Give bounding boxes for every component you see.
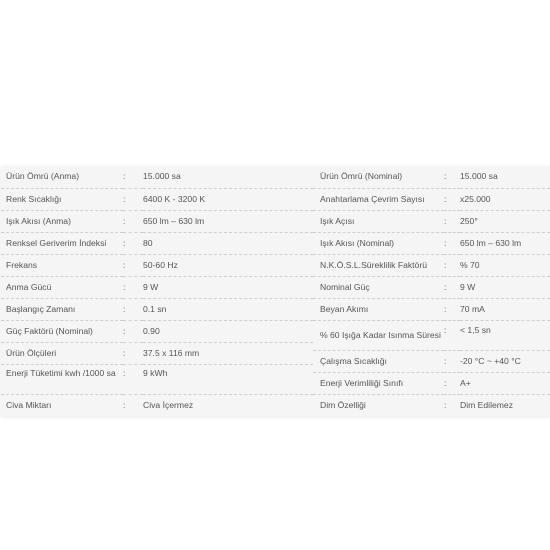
spec-value: x25.000: [460, 193, 491, 204]
spec-label: Işık Akısı (Anma): [6, 215, 71, 226]
spec-value: 6400 K - 3200 K: [143, 193, 206, 204]
table-row: [313, 350, 550, 372]
table-row: [313, 298, 550, 320]
spec-value: 37.5 x 116 mm: [143, 347, 200, 358]
spec-label: % 60 Işığa Kadar Isınma Süresi: [320, 329, 441, 340]
spec-separator: :: [444, 215, 447, 226]
spec-value: 9 W: [460, 281, 476, 292]
spec-label: Beyan Akımı: [320, 303, 369, 314]
spec-separator: :: [444, 237, 447, 248]
spec-panel: [1, 166, 550, 416]
table-row: [1, 298, 313, 320]
spec-label: Anma Gücü: [6, 281, 52, 292]
table-row: [313, 166, 550, 188]
spec-separator: :: [123, 259, 126, 270]
table-row: [1, 394, 313, 416]
table-row: [1, 320, 313, 342]
spec-separator: :: [123, 171, 126, 182]
spec-table-right: [313, 166, 550, 416]
spec-separator: :: [123, 367, 126, 378]
spec-value: < 1,5 sn: [460, 324, 491, 335]
spec-separator: :: [444, 324, 447, 335]
table-row: [313, 188, 550, 210]
spec-value: 650 lm – 630 lm: [460, 237, 522, 248]
spec-separator: :: [123, 325, 126, 336]
table-row: [1, 188, 313, 210]
spec-label: Başlangıç Zamanı: [6, 303, 76, 314]
spec-label: Enerji Verimliliği Sınıfı: [320, 377, 404, 388]
spec-separator: :: [444, 193, 447, 204]
spec-label: Renksel Geriverim İndeksi: [6, 237, 107, 248]
table-row: [313, 372, 550, 394]
table-row: [313, 254, 550, 276]
table-row: [1, 210, 313, 232]
table-row: [1, 342, 313, 364]
spec-value: 9 kWh: [143, 367, 168, 378]
spec-value: 9 W: [143, 281, 159, 292]
spec-label: Anahtarlama Çevrim Sayısı: [320, 193, 425, 204]
spec-separator: :: [123, 303, 126, 314]
spec-separator: :: [444, 281, 447, 292]
spec-label: Çalışma Sıcaklığı: [320, 355, 387, 366]
table-row: [1, 232, 313, 254]
table-row: [1, 254, 313, 276]
spec-separator: :: [123, 215, 126, 226]
spec-separator: :: [444, 399, 447, 410]
table-row: [313, 232, 550, 254]
table-row: [313, 210, 550, 232]
spec-value: 250°: [460, 215, 478, 226]
table-row: [313, 394, 550, 416]
spec-label: Dim Özelliği: [320, 399, 366, 410]
table-row: [313, 276, 550, 298]
spec-value: 0.1 sn: [143, 303, 167, 314]
spec-table-left: [1, 166, 313, 416]
spec-value: Civa İçermez: [143, 399, 194, 410]
spec-separator: :: [123, 281, 126, 292]
spec-label: Işık Akısı (Nominal): [320, 237, 395, 248]
table-row: [313, 320, 550, 350]
spec-value: 50-60 Hz: [143, 259, 178, 270]
spec-label: Frekans: [6, 259, 38, 270]
spec-value: 0.90: [143, 325, 160, 336]
spec-value: 15.000 sa: [460, 171, 498, 182]
spec-label: Enerji Tüketimi kwh /1000 sa: [6, 367, 116, 378]
spec-separator: :: [444, 355, 447, 366]
spec-value: 15.000 sa: [143, 171, 181, 182]
spec-label: Güç Faktörü (Nominal): [6, 325, 93, 336]
spec-separator: :: [123, 399, 126, 410]
spec-label: Renk Sıcaklığı: [6, 193, 62, 204]
spec-separator: :: [123, 237, 126, 248]
table-row: [1, 276, 313, 298]
spec-value: % 70: [460, 259, 480, 270]
spec-separator: :: [444, 377, 447, 388]
spec-separator: :: [123, 193, 126, 204]
table-row: [1, 166, 313, 188]
spec-label: Ürün Ölçüleri: [6, 347, 57, 358]
spec-value: 650 lm – 630 lm: [143, 215, 205, 226]
spec-value: 80: [143, 237, 153, 248]
spec-label: Ürün Ömrü (Nominal): [320, 171, 403, 182]
spec-value: A+: [460, 377, 471, 388]
spec-separator: :: [444, 171, 447, 182]
spec-value: 70 mA: [460, 303, 485, 314]
spec-label: Ürün Ömrü (Anma): [6, 171, 80, 182]
spec-label: N.K.Ö.S.L.Süreklilik Faktörü: [320, 259, 427, 270]
spec-value: Dim Edilemez: [460, 399, 514, 410]
spec-separator: :: [123, 347, 126, 358]
spec-label: Nominal Güç: [320, 281, 370, 292]
spec-value: -20 °C ~ +40 °C: [460, 355, 521, 366]
spec-label: Işık Açısı: [320, 215, 355, 226]
spec-separator: :: [444, 259, 447, 270]
spec-label: Civa Miktarı: [6, 399, 52, 410]
spec-separator: :: [444, 303, 447, 314]
table-row: [1, 364, 313, 394]
